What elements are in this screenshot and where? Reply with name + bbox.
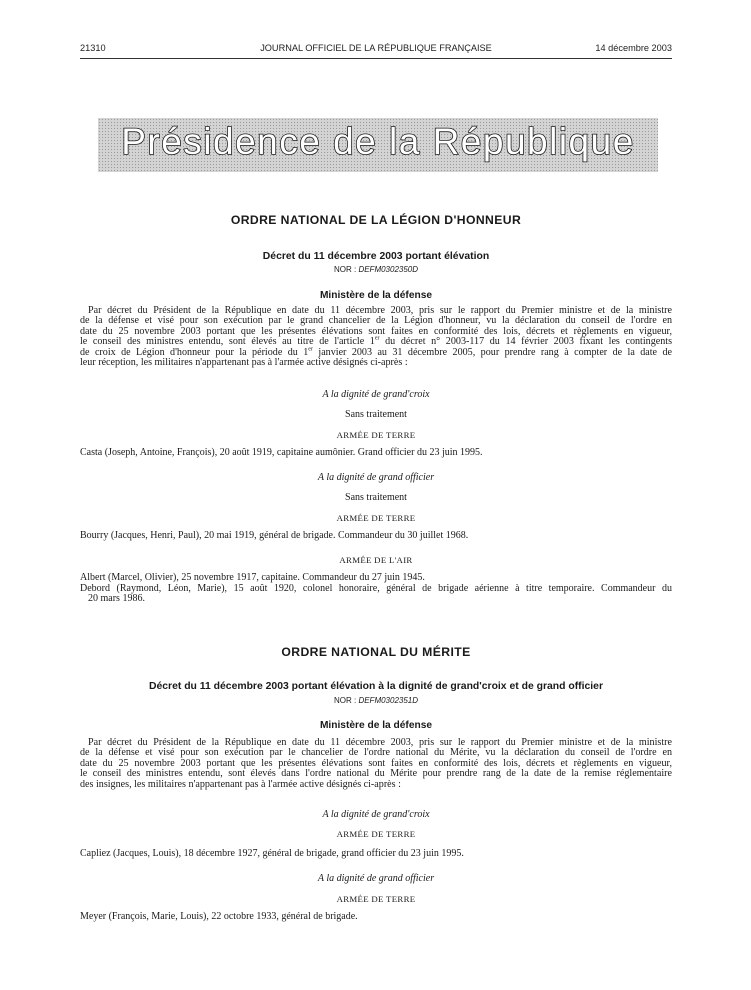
ministry-title-merite: Ministère de la défense: [319, 720, 433, 731]
paragraph-line: le conseil des ministres entendu, sont élevés dans l'ordre national du Mérite pour prendre rang de la date de la remise réglementaire: [80, 768, 672, 780]
army-heading-terre: ARMÉE DE TERRE: [336, 894, 416, 904]
running-header: [80, 43, 672, 57]
nor-reference-legion: [80, 265, 672, 274]
nominee-entry-line: Debord (Raymond, Léon, Marie), 15 août 1920, colonel honoraire, général de brigade aérienne à titre temporaire. Commandeur du: [80, 583, 672, 594]
paragraph-line: des insignes, les militaires n'appartenant pas à l'armée active désignés ci-après :: [80, 778, 401, 790]
decree-title-merite: Décret du 11 décembre 2003 portant élévation à la dignité de grand'croix et de grand officier: [148, 681, 604, 692]
page-number: 21310: [80, 43, 106, 53]
nor-label: NOR :: [333, 265, 357, 274]
nominee-entry: [80, 584, 672, 605]
nominee-entry: Albert (Marcel, Olivier), 25 novembre 1917, capitaine. Commandeur du 27 juin 1945.: [80, 572, 425, 583]
nor-code: DEFM0302350D: [358, 265, 419, 274]
decree-paragraph-merite: [80, 738, 672, 790]
nor-code: DEFM0302351D: [358, 696, 419, 705]
paragraph-line: de croix de Légion d'honneur pour la période du 1er janvier 2003 au 31 décembre 2005, pour prendre rang à compter de la date de: [80, 346, 672, 358]
order-title-legion: ORDRE NATIONAL DE LA LÉGION D'HONNEUR: [230, 213, 522, 227]
army-heading-terre: ARMÉE DE TERRE: [336, 430, 416, 440]
sans-traitement-label: Sans traitement: [345, 492, 407, 503]
banner-title: Présidence de la République: [121, 121, 635, 162]
nominee-entry: Bourry (Jacques, Henri, Paul), 20 mai 1919, général de brigade. Commandeur du 30 juillet 1968.: [80, 530, 469, 541]
section-banner: [98, 118, 658, 172]
nominee-entry: Meyer (François, Marie, Louis), 22 octobre 1933, général de brigade.: [80, 911, 358, 922]
journal-title: JOURNAL OFFICIEL DE LA RÉPUBLIQUE FRANÇAISE: [260, 43, 492, 53]
sans-traitement-label: Sans traitement: [345, 409, 407, 420]
paragraph-line: Par décret du Président de la République en date du 11 décembre 2003, pris sur le rapport du Premier ministre et de la ministre: [88, 737, 672, 748]
nominee-entry: Capliez (Jacques, Louis), 18 décembre 1927, général de brigade, grand officier du 23 juin 1995.: [80, 848, 464, 859]
decree-title-legion: Décret du 11 décembre 2003 portant élévation: [262, 251, 490, 262]
paragraph-line: leur réception, les militaires n'appartenant pas à l'armée active désignés ci-après :: [80, 357, 408, 369]
paragraph-line: le conseil des ministres entendu, sont élevés au titre de l'article 1er du décret n° 2003-117 du 14 février 2003 fixant les contingents: [80, 335, 673, 348]
paragraph-line: date du 25 novembre 2003 portant que les présentes élévations sont faites en conformité des lois, décrets et règlements en vigueur,: [80, 757, 672, 769]
header-rule: [80, 58, 672, 59]
order-title-merite: ORDRE NATIONAL DU MÉRITE: [281, 645, 471, 659]
dignity-heading-grand-croix: A la dignité de grand'croix: [322, 809, 430, 820]
paragraph-line: de la défense et visé pour son exécution par le chancelier de l'ordre national du Mérite, vu la déclaration du conseil de l'ordre en: [80, 747, 672, 759]
issue-date: 14 décembre 2003: [595, 43, 672, 53]
army-heading-terre: ARMÉE DE TERRE: [336, 829, 416, 839]
dignity-heading-grand-officier: A la dignité de grand officier: [317, 873, 435, 884]
decree-paragraph-legion: [80, 306, 672, 368]
nor-label: NOR :: [333, 696, 357, 705]
dignity-heading-grand-officier: A la dignité de grand officier: [317, 472, 435, 483]
paragraph-line: de la défense et visé pour son exécution par le grand chancelier de la Légion d'honneur, vu la déclaration du conseil de l'ordre en: [80, 315, 672, 327]
paragraph-line: Par décret du Président de la République en date du 11 décembre 2003, pris sur le rapport du Premier ministre et de la ministre: [88, 305, 672, 316]
dignity-heading-grand-croix: A la dignité de grand'croix: [322, 389, 430, 400]
army-heading-terre: ARMÉE DE TERRE: [336, 513, 416, 523]
nominee-entry-line: 20 mars 1986.: [88, 593, 145, 605]
nor-reference-merite: [80, 696, 672, 705]
paragraph-line: date du 25 novembre 2003 portant que les présentes élévations sont faites en conformité des lois, décrets et règlements en vigueur,: [80, 325, 672, 337]
army-heading-air: ARMÉE DE L'AIR: [339, 555, 413, 565]
nominee-entry: Casta (Joseph, Antoine, François), 20 août 1919, capitaine aumônier. Grand officier du 23 juin 1995.: [80, 447, 483, 458]
ministry-title-legion: Ministère de la défense: [319, 290, 433, 301]
